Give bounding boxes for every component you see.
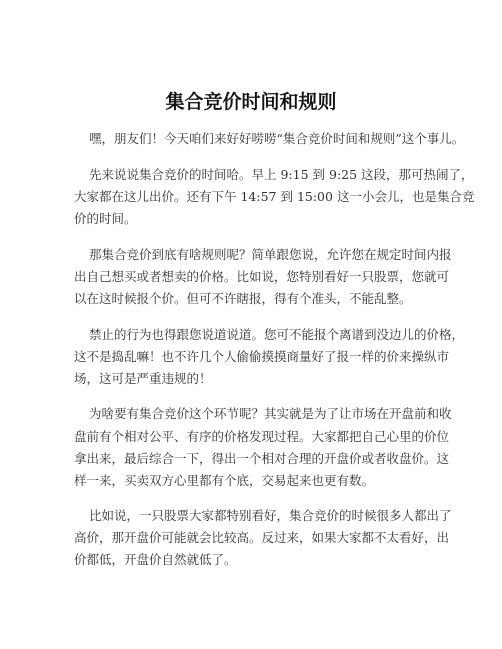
paragraph-line: 价的时间。 [74, 211, 137, 226]
paragraph-line: 禁止的行为也得跟您说道说道。您可不能报个离谱到没边儿的价格， [89, 327, 465, 342]
paragraph-line: 嘿，朋友们！今天咱们来好好唠唠“集合竞价时间和规则”这个事儿。 [89, 131, 465, 146]
paragraph-line: 样一来，买卖双方心里都有个底，交易起来也更有数。 [74, 473, 375, 488]
paragraph-line: 这不是捣乱嘛！也不许几个人偷偷摸摸商量好了报一样的价来操纵市 [74, 349, 450, 364]
paragraph-line: 以在这时候报个价。但可不许瞎报，得有个准头，不能乱整。 [74, 291, 412, 306]
paragraph-line: 为啥要有集合竞价这个环节呢？其实就是为了让市场在开盘前和收 [89, 406, 452, 421]
document-title: 集合竞价时间和规则 [165, 91, 337, 113]
paragraph-line: 比如说，一只股票大家都特别看好，集合竞价的时候很多人都出了 [89, 508, 452, 523]
paragraph-line: 出自己想买或者想卖的价格。比如说，您特别看好一只股票，您就可 [74, 269, 450, 284]
paragraph-line: 拿出来，最后综合一下，得出一个相对合理的开盘价或者收盘价。这 [74, 451, 450, 466]
paragraph-line: 盘前有个相对公平、有序的价格发现过程。大家都把自己心里的价位 [74, 429, 450, 444]
paragraph-line: 价都低，开盘价自然就低了。 [74, 552, 237, 567]
paragraph-line: 先来说说集合竞价的时间哈。早上 9:15 到 9:25 这段，那可热闹了， [89, 167, 474, 182]
paragraph-line: 高价，那开盘价可能就会比较高。反过来，如果大家都不太看好，出 [74, 530, 450, 545]
paragraph-line: 场，这可是严重违规的！ [74, 371, 212, 386]
paragraph-line: 那集合竞价到底有啥规则呢？简单跟您说，允许您在规定时间内报 [89, 247, 452, 262]
paragraph-line: 大家都在这儿出价。还有下午 14:57 到 15:00 这一小会儿，也是集合竞 [74, 189, 475, 204]
